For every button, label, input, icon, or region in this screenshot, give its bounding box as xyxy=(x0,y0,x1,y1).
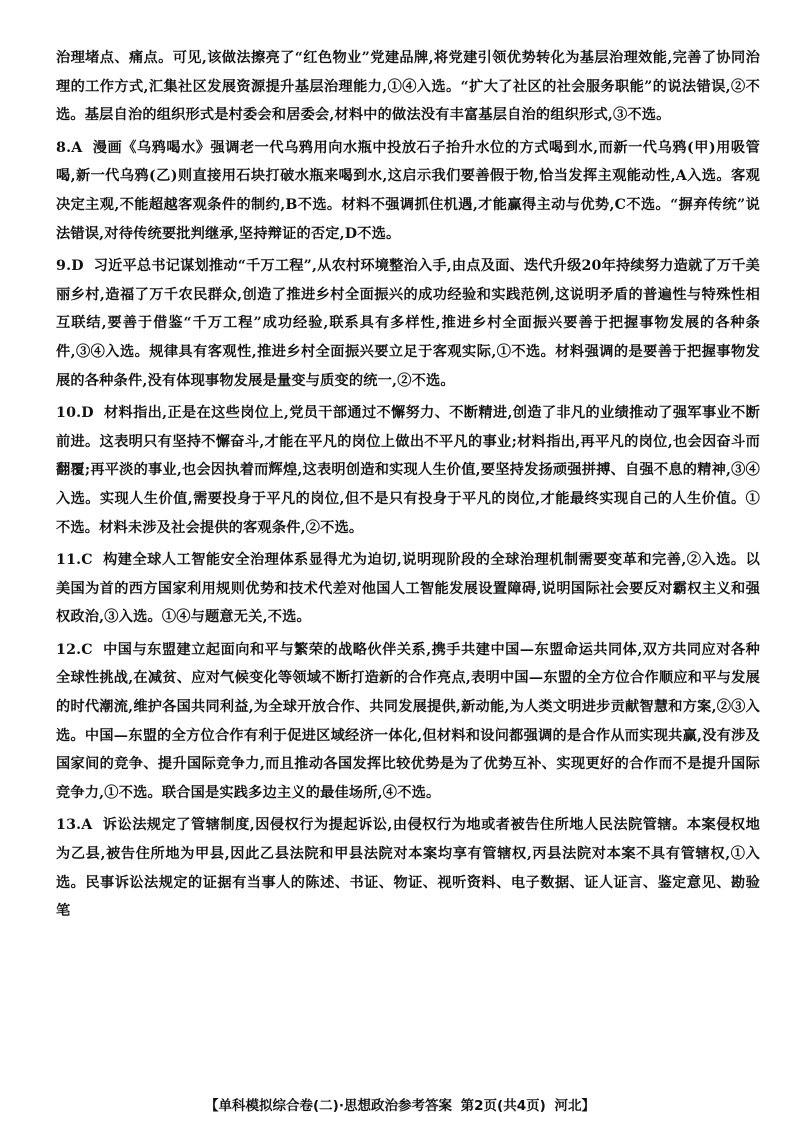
question-number: 9.D xyxy=(56,258,84,275)
answer-item xyxy=(56,134,760,248)
answer-content xyxy=(56,44,760,926)
answer-explanation: 习近平总书记谋划推动“千万工程”,从农村环境整治入手,由点及面、迭代升级20年持续努力造就了万千美丽乡村,造福了万千农民群众,创造了推进乡村全面振兴的成功经验和实践范例,这说明矛盾的普遍性与特殊性相互联结,要善于借鉴“千万工程”成功经验,联系具有多样性,推进乡村全面振兴要善于把握事物发展的各种条件,③④入选。规律具有客观性,推进乡村全面振兴要立足于客观实际,①不选。材料强调的是要善于把握事物发展的各种条件,没有体现事物发展是量变与质变的统一,②不选。 xyxy=(56,258,760,389)
question-number: 8.A xyxy=(56,139,83,156)
question-number: 11.C xyxy=(56,552,93,569)
answer-item xyxy=(56,636,760,808)
answer-explanation: 材料指出,正是在这些岗位上,党员干部通过不懈努力、不断精进,创造了非凡的业绩推动了强军事业不断前进。这表明只有坚持不懈奋斗,才能在平凡的岗位上做出不平凡的事业;材料指出,再平凡的岗位,也会因奋斗而翻覆;再平淡的事业,也会因执着而辉煌,这表明创造和实现人生价值,要坚持发扬顽强拼搏、自强不息的精神,③④入选。实现人生价值,需要投身于平凡的岗位,但不是只有投身于平凡的岗位,才能最终实现自己的人生价值。①不选。材料未涉及社会提供的客观条件,②不选。 xyxy=(56,405,760,536)
answer-explanation: 漫画《乌鸦喝水》强调老一代乌鸦用向水瓶中投放石子抬升水位的方式喝到水,而新一代乌鸦(甲)用吸管喝,新一代乌鸦(乙)则直接用石块打破水瓶来喝到水,这启示我们要善假于物,恰当发挥主观能动性,A入选。客观决定主观,不能超越客观条件的制约,B不选。材料不强调抓住机遇,才能赢得主动与优势,C不选。“摒弃传统”说法错误,对待传统要批判继承,坚持辩证的否定,D不选。 xyxy=(56,139,760,242)
answer-explanation: 诉讼法规定了管辖制度,因侵权行为提起诉讼,由侵权行为地或者被告住所地人民法院管辖。本案侵权地为乙县,被告住所地为甲县,因此乙县法院和甲县法院对本案均享有管辖权,丙县法院对本案不具有管辖权,①入选。民事诉讼法规定的证据有当事人的陈述、书证、物证、视听资料、电子数据、证人证言、鉴定意见、勘验笔 xyxy=(56,817,760,920)
intro-paragraph: 治理堵点、痛点。可见,该做法擦亮了“红色物业”党建品牌,将党建引领优势转化为基层治理效能,完善了协同治理的工作方式,汇集社区发展资源提升基层治理能力,①④入选。“扩大了社区的社会服务职能”的说法错误,②不选。基层自治的组织形式是村委会和居委会,材料中的做法没有丰富基层自治的组织形式,③不选。 xyxy=(56,50,760,124)
answer-explanation: 中国与东盟建立起面向和平与繁荣的战略伙伴关系,携手共建中国—东盟命运共同体,双方共同应对各种全球性挑战,在减贫、应对气候变化等领域不断打造新的合作亮点,表明中国—东盟的全方位合作顺应和平与发展的时代潮流,维护各国共同利益,为全球开放合作、共同发展提供,新动能,为人类文明进步贡献智慧和方案,②③入选。中国—东盟的全方位合作有利于促进区域经济一体化,但材料和设问都强调的是合作从而实现共赢,没有涉及国家间的竞争、提升国际竞争力,而且推动各国发挥比较优势是为了优势互补、实现更好的合作而不是提升国际竞争力,①不选。联合国是实践多边主义的最佳场所,④不选。 xyxy=(56,641,760,801)
question-number: 12.C xyxy=(56,641,93,658)
answer-item xyxy=(56,546,760,632)
footer-page-number: 第2页(共4页) xyxy=(460,1098,546,1114)
footer-region: 河北】 xyxy=(554,1098,595,1114)
answer-explanation: 构建全球人工智能安全治理体系显得尤为迫切,说明现阶段的全球治理机制需要变革和完善,②入选。以美国为首的西方国家利用规则优势和技术代差对他国人工智能发展设置障碍,说明国际社会要反对霸权主义和强权政治,③入选。①④与题意无关,不选。 xyxy=(56,552,760,626)
answer-item xyxy=(56,252,760,395)
answer-item xyxy=(56,811,760,925)
page-footer xyxy=(0,1094,800,1114)
question-number: 10.D xyxy=(56,405,94,422)
footer-title: 【单科模拟综合卷(二)·思想政治参考答案 xyxy=(204,1098,452,1114)
answer-item xyxy=(56,399,760,542)
question-number: 13.A xyxy=(56,817,93,834)
